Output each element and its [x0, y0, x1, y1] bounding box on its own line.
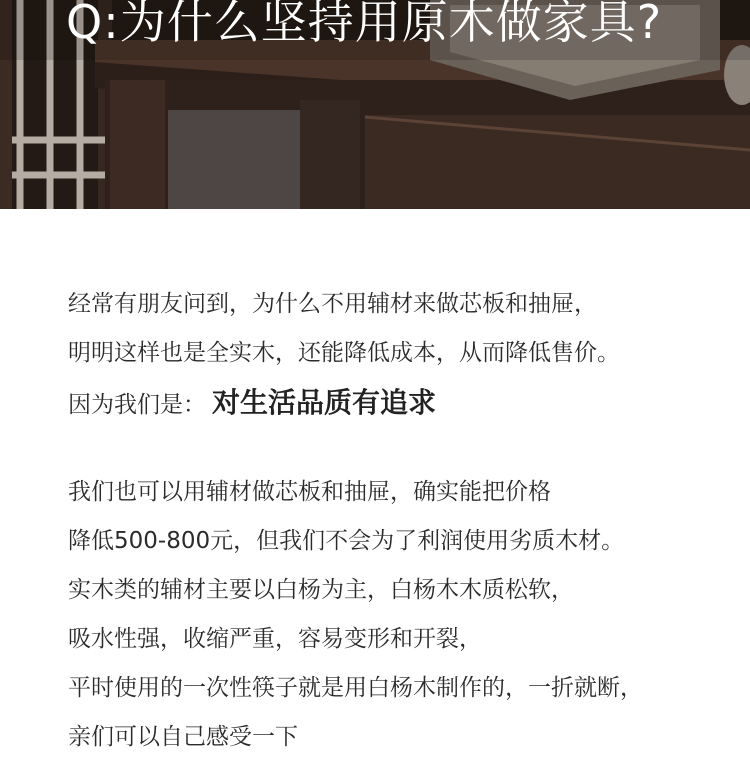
text-line: 亲们可以自己感受一下: [68, 724, 298, 750]
reason-emphasis: 对生活品质有追求: [212, 386, 437, 419]
text-line: 降低500-800元，但我们不会为了利润使用劣质木材。: [68, 528, 625, 554]
hero-banner: [0, 0, 750, 209]
article-body: [68, 280, 738, 762]
text-line: 平时使用的一次性筷子就是用白杨木制作的，一折就断，: [68, 675, 643, 701]
text-line: 吸水性强，收缩严重，容易变形和开裂，: [68, 626, 482, 652]
reason-prefix: 因为我们是：: [68, 392, 206, 418]
body-paragraph: [68, 468, 738, 762]
text-line: 明明这样也是全实木，还能降低成本，从而降低售价。: [68, 340, 620, 366]
text-line: 实木类的辅材主要以白杨为主，白杨木木质松软，: [68, 577, 574, 603]
text-line: 经常有朋友问到，为什么不用辅材来做芯板和抽屉，: [68, 291, 597, 317]
text-line: 我们也可以用辅材做芯板和抽屉，确实能把价格: [68, 479, 551, 505]
reason-line: [68, 378, 738, 427]
intro-paragraph: [68, 280, 738, 427]
page-title: Q:为什么坚持用原木做家具?: [66, 0, 663, 49]
